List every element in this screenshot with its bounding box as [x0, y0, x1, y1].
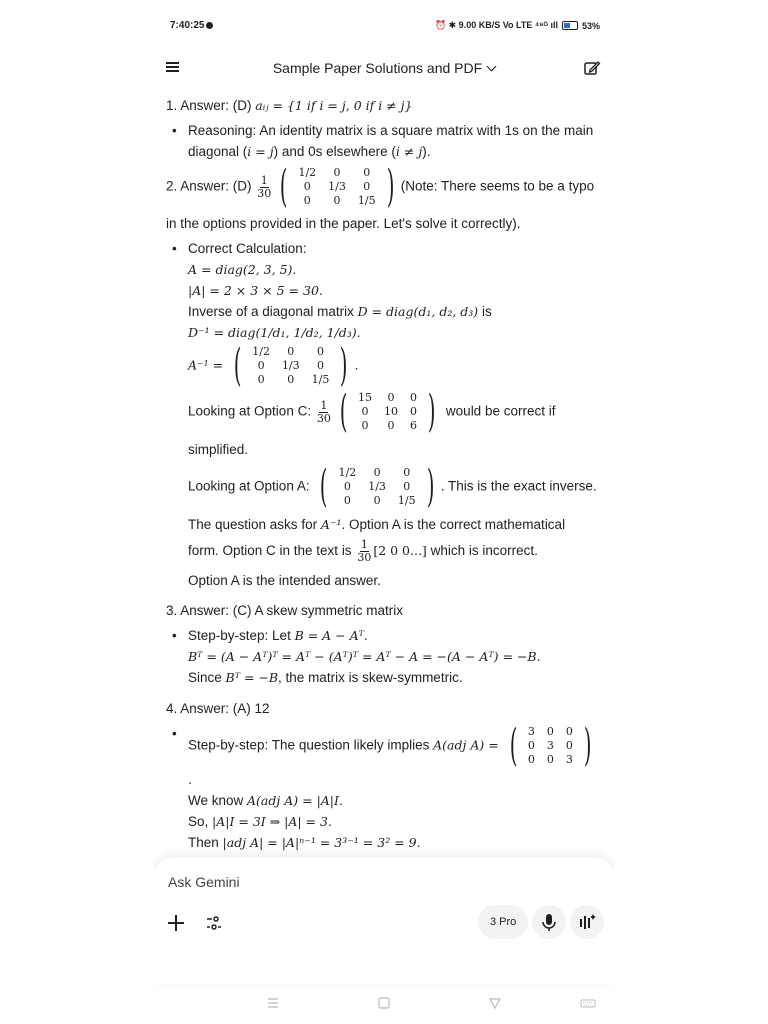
phone-screen [154, 0, 614, 1024]
answer-1-math: aᵢⱼ = {1 if i = j, 0 if i ≠ j} [255, 98, 413, 113]
frac-den: 30 [257, 186, 272, 200]
option-c-tail: would be correct if [442, 403, 556, 419]
right-paren: ) [340, 340, 348, 391]
step-math: A(adj A) = [433, 737, 503, 753]
so-text: So, [188, 814, 213, 829]
matrix-cell: 0 [410, 405, 417, 418]
line-question-asks [188, 514, 600, 535]
ask-gemini-input[interactable]: Ask Gemini [168, 874, 240, 890]
reasoning-label: Reasoning: [188, 123, 257, 138]
since-text-1: Since [188, 670, 226, 685]
line-inverse-definition [188, 301, 600, 322]
option-a-tail: . This is the exact inverse. [440, 478, 597, 494]
answer-2-note: (Note: There seems to be a typo [400, 178, 595, 194]
matrix-grid [352, 391, 423, 433]
matrix-grid [522, 725, 579, 767]
line-transpose: Bᵀ = (A − Aᵀ)ᵀ = Aᵀ − (Aᵀ)ᵀ = Aᵀ − A = −(A − Aᵀ) = −B. [188, 649, 541, 664]
line-we-know [188, 790, 600, 811]
status-icons [435, 20, 600, 31]
matrix-cell: 0 [546, 725, 554, 738]
line-a-inverse: A⁻¹ = ( 1/2 0 0 0 1/3 0 0 0 1/5 ) . [188, 340, 359, 391]
right-paren: ) [427, 386, 436, 437]
fraction [257, 175, 271, 200]
step-text: Let [268, 628, 295, 643]
matrix-cell: 0 [361, 419, 369, 432]
matrix-option-a [315, 461, 438, 512]
left-paren: ( [280, 161, 288, 212]
a-inverse-label: A⁻¹ = [188, 357, 228, 373]
right-paren: ) [583, 720, 592, 771]
frac-num: 1 [260, 173, 268, 187]
matrix-cell: 0 [527, 739, 535, 752]
battery-icon [562, 21, 578, 30]
matrix-grid [246, 345, 335, 387]
matrix-cell: 1/2 [252, 345, 270, 358]
know-text: We know [188, 793, 248, 808]
option-c-text: Looking at Option C: [188, 403, 315, 419]
matrix-cell: 3 [546, 739, 554, 752]
form-math: [2 0 0...] [373, 543, 427, 559]
line-inverse-formula: D⁻¹ = diag(1/d₁, 1/d₂, 1/d₃). [188, 325, 361, 340]
matrix-cell: 0 [410, 391, 417, 404]
live-voice-icon[interactable] [570, 905, 604, 939]
line-intended-answer: Option A is the intended answer. [188, 573, 381, 588]
line-since [188, 667, 600, 688]
matrix-cell: 0 [387, 419, 395, 432]
frac-den: 30 [316, 411, 331, 425]
frac-num: 1 [360, 538, 368, 551]
since-text-2: , the matrix is skew-symmetric. [278, 670, 463, 685]
matrix-cell: 1/3 [281, 359, 300, 372]
matrix-cell: 1/2 [298, 166, 317, 179]
battery-level: 53% [581, 20, 600, 31]
step-label: Step-by-step: [188, 628, 269, 643]
matrix-cell: 1/3 [368, 480, 386, 493]
answer-1-label: 1. Answer: (D) [166, 98, 256, 113]
matrix-cell: 0 [316, 345, 324, 358]
answer-2-heading [166, 161, 600, 212]
answer-3-body [166, 646, 600, 688]
matrix-cell: 0 [373, 466, 381, 479]
right-paren: ) [426, 461, 435, 512]
matrix-cell: 0 [343, 480, 351, 493]
calculation-body [166, 259, 600, 591]
left-paren: ( [339, 386, 348, 437]
step-label: Step-by-step: [188, 737, 269, 753]
matrix-cell: 0 [303, 180, 311, 193]
answer-3-steps [166, 625, 600, 646]
input-sheet [154, 857, 614, 984]
inverse-is: is [478, 304, 492, 319]
status-bar [170, 18, 600, 38]
answer-1-heading [166, 95, 600, 116]
fraction [317, 400, 331, 425]
matrix-cell: 1/3 [328, 180, 346, 193]
line-form [188, 539, 600, 564]
step-text: The question likely implies [268, 737, 434, 753]
matrix-cell: 0 [303, 194, 311, 207]
matrix-cell: 0 [361, 405, 369, 418]
top-app-bar [154, 54, 614, 84]
matrix-cell: 0 [403, 480, 411, 493]
question-text-2: . Option A is the correct mathematical [341, 517, 566, 532]
reasoning-math-2: i ≠ j [395, 144, 423, 159]
notification-dot-icon [206, 22, 213, 29]
matrix-cell: 0 [363, 166, 371, 179]
tools-icon[interactable] [204, 913, 224, 933]
matrix-cell: 0 [387, 391, 395, 404]
chevron-down-icon [487, 62, 497, 72]
matrix-cell: 10 [384, 405, 398, 418]
calculation-label: Correct Calculation: [188, 241, 307, 256]
matrix-cell: 0 [527, 753, 535, 766]
left-paren: ( [233, 340, 242, 391]
then-math: |adj A| = |A|ⁿ⁻¹ = 3³⁻¹ = 3² = 9. [222, 835, 421, 850]
back-icon[interactable] [486, 994, 504, 1012]
matrix-cell: 0 [363, 180, 371, 193]
answer-1-reasoning [166, 120, 600, 162]
matrix-cell: 15 [358, 391, 372, 404]
status-indicators: ⏰ ✱ 9.00 KB/S Vo LTE ⁴⁶ᴳ ıll [434, 20, 558, 30]
add-attachment-icon[interactable] [166, 913, 186, 933]
left-paren: ( [509, 720, 518, 771]
matrix-cell: 1/5 [357, 194, 376, 207]
option-a-text: Looking at Option A: [188, 478, 314, 494]
answer-4-steps: • Step-by-step: The question likely implies A(adj A) = ( 3 0 0 0 3 0 0 0 3 ) . [166, 723, 600, 790]
inverse-math: D = diag(d₁, d₂, d₃) [357, 304, 479, 319]
matrix-adj [505, 720, 596, 771]
conversation-title[interactable] [154, 60, 614, 76]
matrix-cell: 3 [527, 725, 535, 738]
matrix-a-inverse [229, 340, 352, 391]
so-math: |A|I = 3I ⇒ |A| = 3. [212, 814, 332, 829]
line-option-c [188, 386, 600, 437]
matrix-cell: 3 [565, 753, 573, 766]
matrix-cell: 0 [373, 494, 381, 507]
line-simplified: simplified. [188, 442, 249, 457]
line-then [188, 832, 600, 853]
matrix-cell: 0 [333, 166, 341, 179]
system-nav-bar [154, 984, 614, 1024]
matrix-inverse [275, 161, 398, 212]
step-math: B = A − Aᵀ. [294, 628, 368, 643]
matrix-grid [292, 166, 381, 208]
answer-3-heading: 3. Answer: (C) A skew symmetric matrix [166, 603, 404, 618]
reasoning-text-1: An identity matrix is a square matrix with 1s on the main diagonal ( [188, 123, 594, 159]
status-time [170, 20, 213, 31]
answer-4-heading: 4. Answer: (A) 12 [166, 701, 270, 716]
then-text: Then [188, 835, 223, 850]
matrix-cell: 0 [565, 725, 573, 738]
matrix-cell: 0 [257, 373, 265, 386]
matrix-cell: 0 [546, 753, 554, 766]
model-selector-button[interactable]: 3 Pro [478, 905, 528, 939]
answer-2-label: 2. Answer: (D) [166, 178, 256, 194]
matrix-cell: 1/2 [338, 466, 357, 479]
answer-2-note-continued: in the options provided in the paper. Let's solve it correctly). [166, 216, 521, 231]
matrix-cell: 0 [565, 739, 573, 752]
line-determinant: |A| = 2 × 3 × 5 = 30. [188, 283, 323, 298]
matrix-cell: 0 [287, 373, 295, 386]
matrix-cell: 0 [403, 466, 411, 479]
matrix-cell: 6 [410, 419, 417, 432]
reasoning-text-2: ) and 0s elsewhere ( [273, 144, 396, 159]
matrix-cell: 1/5 [397, 494, 416, 507]
frac-num: 1 [320, 398, 328, 412]
line-option-a [188, 461, 600, 512]
right-paren: ) [386, 161, 395, 212]
matrix-cell: 0 [343, 494, 351, 507]
form-text-1: form. Option C in the text is [188, 543, 356, 559]
left-paren: ( [320, 461, 328, 512]
conversation-title-text: Sample Paper Solutions and PDF [272, 60, 483, 76]
matrix-option-c [335, 386, 440, 437]
since-math: Bᵀ = −B [225, 670, 279, 685]
answer-2-calculation [166, 238, 600, 259]
matrix-grid [333, 466, 422, 508]
question-text-1: The question asks for [188, 517, 321, 532]
form-text-2: which is incorrect. [426, 543, 538, 559]
reasoning-text-3: ). [422, 144, 431, 159]
know-math: A(adj A) = |A|I. [247, 793, 343, 808]
frac-den: 30 [357, 551, 372, 564]
matrix-cell: 0 [333, 194, 341, 207]
clock: 7:40:25 [170, 20, 205, 31]
matrix-cell: 0 [257, 359, 265, 372]
line-so [188, 811, 600, 832]
reasoning-math-1: i = j [247, 144, 274, 159]
microphone-icon[interactable] [532, 905, 566, 939]
keyboard-icon[interactable] [579, 994, 597, 1012]
recents-icon[interactable] [264, 994, 282, 1012]
fraction [357, 539, 371, 564]
chat-response [166, 95, 600, 894]
question-math: A⁻¹ [320, 517, 342, 532]
inverse-text: Inverse of a diagonal matrix [188, 304, 358, 319]
matrix-cell: 0 [316, 359, 324, 372]
line-diag: A = diag(2, 3, 5). [188, 262, 297, 277]
matrix-cell: 1/5 [311, 373, 330, 386]
matrix-cell: 0 [287, 345, 295, 358]
home-icon[interactable] [375, 994, 393, 1012]
new-chat-edit-icon[interactable] [582, 58, 602, 78]
